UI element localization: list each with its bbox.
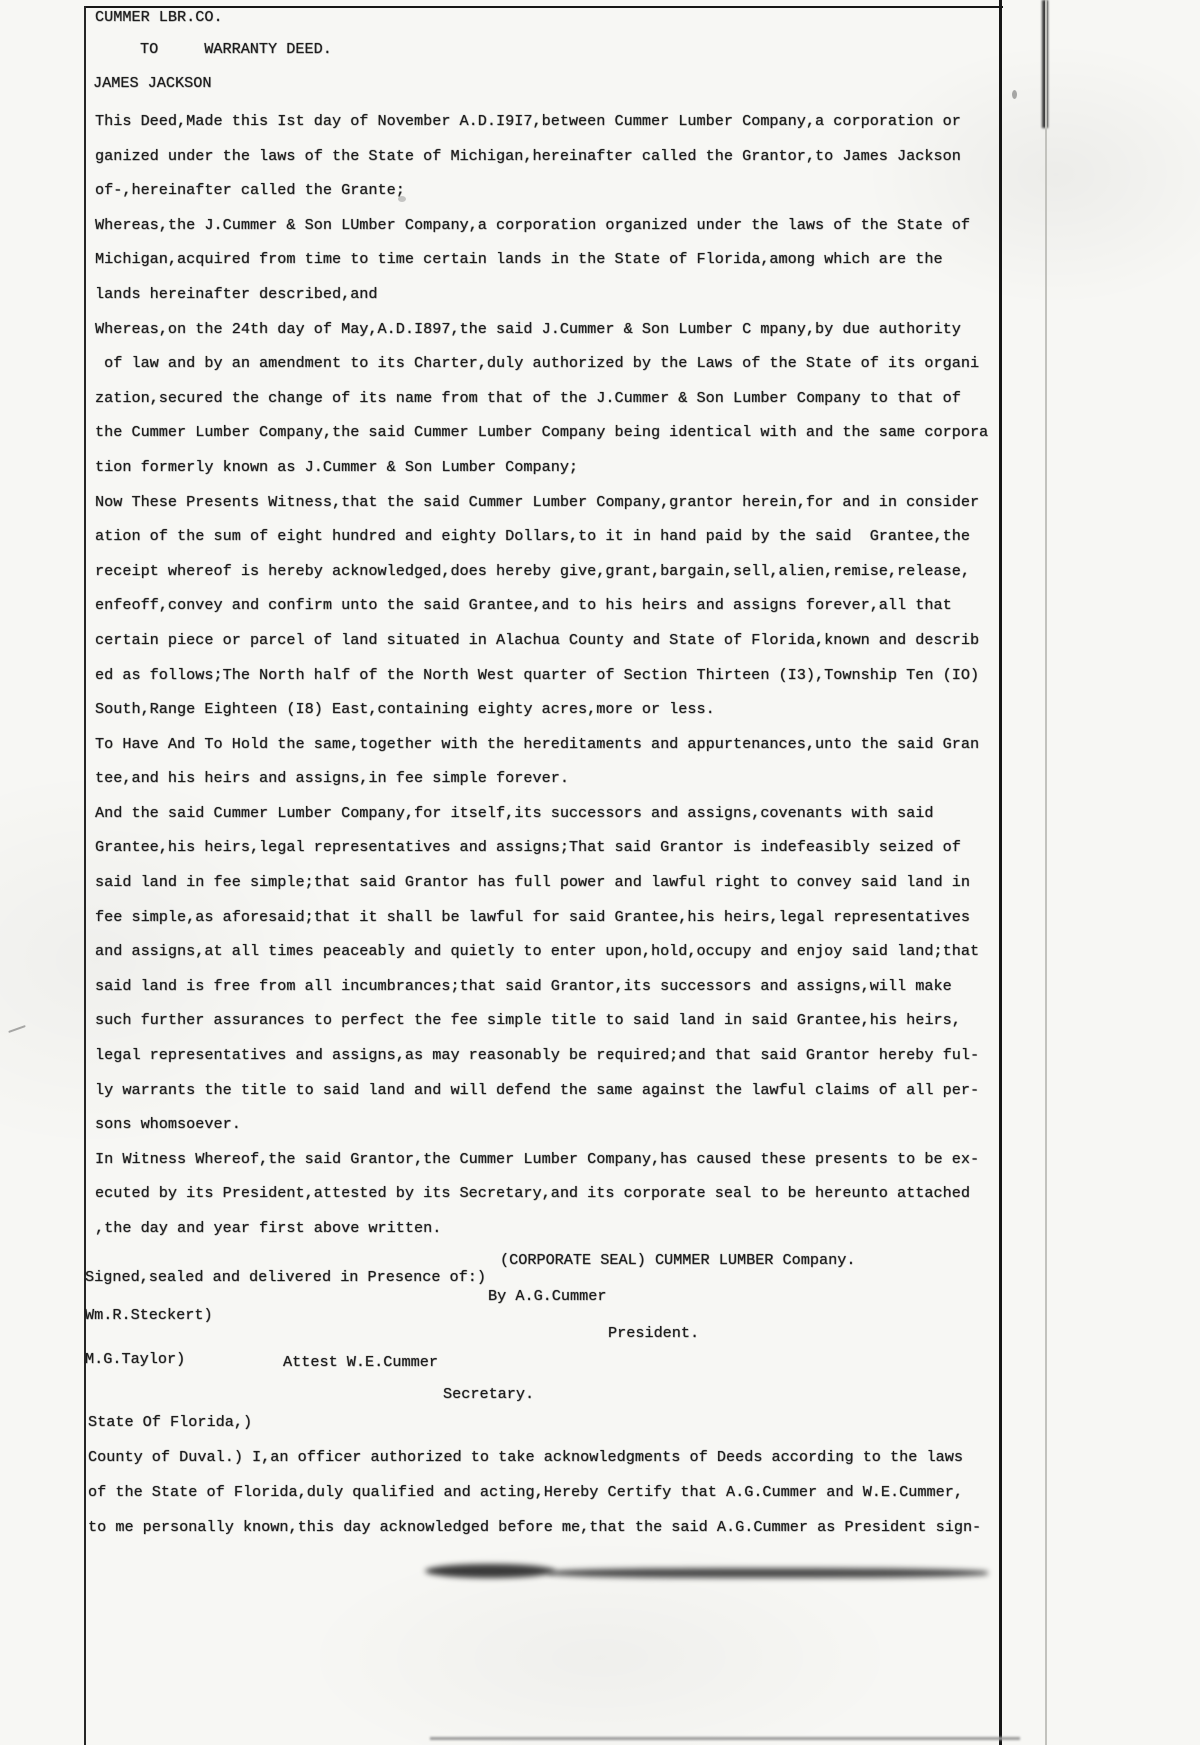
deed-body-line: ation of the sum of eight hundred and eighty Dollars,to it in hand paid by the said Grantee,the <box>95 527 970 546</box>
deed-body-line: legal representatives and assigns,as may reasonably be required;and that said Grantor hereby ful- <box>95 1046 980 1065</box>
acknowledgment-section <box>88 1405 981 1545</box>
deed-body-line: tion formerly known as J.Cummer & Son Lumber Company; <box>95 457 579 476</box>
deed-body-line: said land is free from all incumbrances;that said Grantor,its successors and assigns,will make <box>95 976 952 995</box>
deed-body-line: receipt whereof is hereby acknowledged,does hereby give,grant,bargain,sell,alien,remise,release, <box>95 561 970 580</box>
presence-line: Signed,sealed and delivered in Presence of:) <box>85 1268 487 1286</box>
deed-body-line: sons whomsoever. <box>95 1115 241 1134</box>
deed-body-line: fee simple,as aforesaid;that it shall be lawful for said Grantee,his heirs,legal representatives <box>95 907 970 926</box>
attest-line: Attest W.E.Cummer <box>283 1353 438 1371</box>
scan-bottom-edge <box>430 1737 1020 1740</box>
instrument-title: WARRANTY DEED. <box>204 40 332 58</box>
left-border-line <box>84 6 86 1745</box>
deed-body-line: tee,and his heirs and assigns,in fee simple forever. <box>95 769 569 788</box>
right-border-line <box>999 0 1002 1745</box>
scan-speck <box>8 1025 26 1033</box>
scan-speck <box>398 196 406 202</box>
deed-body-line: Whereas,on the 24th day of May,A.D.I897,the said J.Cummer & Son Lumber C mpany,by due authority <box>95 319 961 338</box>
deed-body-line: zation,secured the change of its name from that of the J.Cummer & Son Lumber Company to that of <box>95 388 961 407</box>
deed-body-line: Whereas,the J.Cummer & Son LUmber Company,a corporation organized under the laws of the State of <box>95 215 970 234</box>
acknowledgment-line: of the State of Florida,duly qualified and acting,Hereby Certify that A.G.Cummer and W.E.Cummer, <box>88 1483 963 1501</box>
deed-body <box>95 104 988 1246</box>
deed-body-line: of law and by an amendment to its Charter,duly authorized by the Laws of the State of its organi <box>95 354 980 373</box>
deed-body-line: And the said Cummer Lumber Company,for itself,its successors and assigns,covenants with said <box>95 803 934 822</box>
deed-body-line: certain piece or parcel of land situated in Alachua County and State of Florida,known and describ <box>95 630 980 649</box>
deed-body-line: such further assurances to perfect the fee simple title to said land in said Grantee,his heirs, <box>95 1011 961 1030</box>
deed-body-line: ecuted by its President,attested by its Secretary,and its corporate seal to be hereunto attached <box>95 1184 970 1203</box>
president-title: President. <box>608 1324 700 1342</box>
deed-body-line: of-,hereinafter called the Grante; <box>95 181 405 200</box>
scan-speck <box>1012 90 1017 99</box>
deed-body-line: This Deed,Made this Ist day of November A.D.I9I7,between Cummer Lumber Company,a corporation or <box>95 112 961 130</box>
acknowledgment-line: State Of Florida,) <box>88 1413 253 1431</box>
deed-body-line: To Have And To Hold the same,together with the hereditaments and appurtenances,unto the said Gran <box>95 734 980 753</box>
signed-by-line: By A.G.Cummer <box>488 1287 607 1305</box>
deed-body-line: enfeoff,convey and confirm unto the said Grantee,and to his heirs and assigns forever,all that <box>95 596 952 615</box>
acknowledgment-line: County of Duval.) I,an officer authorized to take acknowledgments of Deeds according to the laws <box>88 1448 963 1466</box>
corporate-seal-line: (CORPORATE SEAL) CUMMER LUMBER Company. <box>500 1251 856 1269</box>
deed-body-line: In Witness Whereof,the said Grantor,the Cummer Lumber Company,has caused these presents to be ex- <box>95 1149 980 1168</box>
grantor-name: CUMMER LBR.CO. <box>95 8 223 26</box>
deed-body-line: ,the day and year first above written. <box>95 1219 442 1237</box>
deed-body-line: and assigns,at all times peaceably and quietly to enter upon,hold,occupy and enjoy said land;that <box>95 942 980 961</box>
acknowledgment-line: to me personally known,this day acknowledged before me,that the said A.G.Cummer as President sign- <box>88 1518 982 1536</box>
grantee-name: JAMES JACKSON <box>93 74 212 92</box>
to-label: TO <box>140 40 159 58</box>
deed-body-line: ed as follows;The North half of the North West quarter of Section Thirteen (I3),Township Ten (IO) <box>95 665 980 684</box>
deed-body-line: ly warrants the title to said land and will defend the same against the lawful claims of all per- <box>95 1080 980 1099</box>
deed-body-line: lands hereinafter described,and <box>95 284 378 303</box>
secretary-title: Secretary. <box>443 1385 535 1403</box>
deed-body-line: the Cummer Lumber Company,the said Cummer Lumber Company being identical with and the same corpora <box>95 423 989 442</box>
deed-body-line: said land in fee simple;that said Grantor has full power and lawful right to convey said land in <box>95 873 970 892</box>
witness-signature-1: Wm.R.Steckert) <box>85 1306 213 1324</box>
deed-body-line: Now These Presents Witness,that the said Cummer Lumber Company,grantor herein,for and in consider <box>95 492 980 511</box>
deed-body-line: ganized under the laws of the State of Michigan,hereinafter called the Grantor,to James Jackson <box>95 146 961 165</box>
witness-signature-2: M.G.Taylor) <box>85 1350 186 1368</box>
title-to-line <box>140 40 332 58</box>
deed-body-line: Grantee,his heirs,legal representatives and assigns;That said Grantor is indefeasibly seized of <box>95 838 961 857</box>
scan-smudge <box>425 1564 555 1578</box>
deed-body-line: South,Range Eighteen (I8) East,containing eighty acres,more or less. <box>95 700 715 719</box>
page-edge-line <box>1045 0 1047 1745</box>
deed-body-line: Michigan,acquired from time to time certain lands in the State of Florida,among which are the <box>95 250 943 269</box>
scan-smudge <box>548 1568 988 1578</box>
